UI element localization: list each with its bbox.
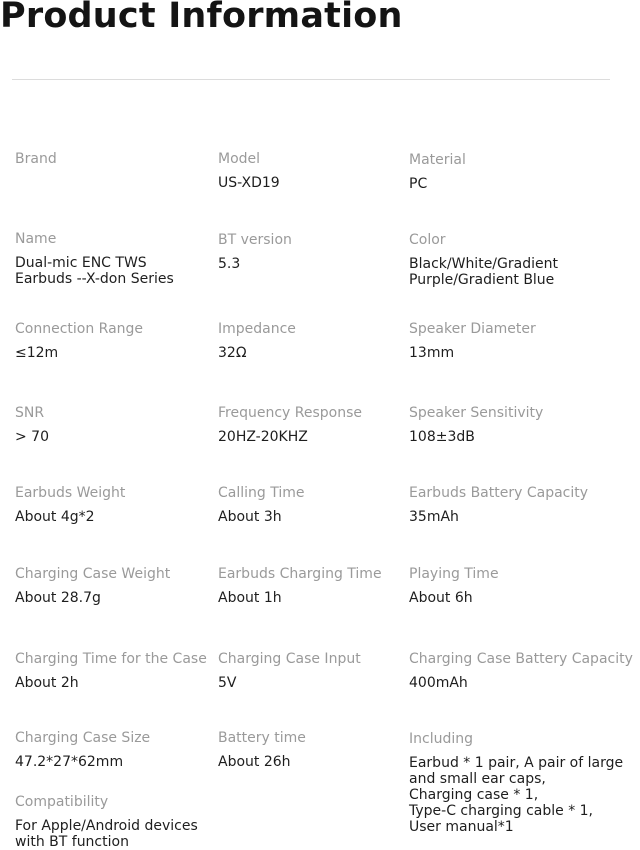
- spec-earbuds-weight: [15, 485, 215, 525]
- spec-value: About 3h: [218, 509, 282, 525]
- spec-label: Speaker Diameter: [409, 321, 536, 337]
- spec-value: Earbud * 1 pair, A pair of large and small ear caps, Charging case * 1, Type-C charging cable * 1, User manual*1: [409, 755, 624, 835]
- spec-value: About 6h: [409, 590, 473, 606]
- spec-value: Black/White/Gradient Purple/Gradient Blue: [409, 256, 558, 288]
- spec-earbuds-charging-time: [218, 566, 406, 606]
- spec-label: Charging Case Battery Capacity: [409, 651, 633, 667]
- spec-speaker-diameter: [409, 321, 637, 361]
- spec-including: [409, 731, 637, 835]
- spec-value: About 4g*2: [15, 509, 95, 525]
- spec-value: 35mAh: [409, 509, 459, 525]
- spec-label: Earbuds Charging Time: [218, 566, 382, 582]
- spec-value: About 2h: [15, 675, 79, 691]
- spec-value: > 70: [15, 429, 49, 445]
- spec-brand: [15, 151, 215, 175]
- spec-label: SNR: [15, 405, 45, 421]
- spec-label: BT version: [218, 232, 292, 248]
- page-title: Product Information: [0, 0, 403, 36]
- spec-label: Connection Range: [15, 321, 144, 337]
- spec-value: About 26h: [218, 754, 291, 770]
- spec-label: Battery time: [218, 730, 306, 746]
- spec-label: Calling Time: [218, 485, 305, 501]
- spec-label: Brand: [15, 151, 57, 167]
- spec-model: [218, 151, 406, 191]
- spec-bt-version: [218, 232, 406, 272]
- spec-value: 108±3dB: [409, 429, 475, 445]
- spec-value: 5V: [218, 675, 237, 691]
- spec-label: Speaker Sensitivity: [409, 405, 544, 421]
- spec-material: [409, 152, 637, 192]
- spec-impedance: [218, 321, 406, 361]
- spec-label: Name: [15, 231, 57, 247]
- spec-compatibility: [15, 794, 215, 850]
- spec-value: 47.2*27*62mm: [15, 754, 124, 770]
- title-divider: [12, 79, 610, 80]
- spec-label: Model: [218, 151, 261, 167]
- spec-value: 400mAh: [409, 675, 468, 691]
- spec-earbuds-battery-capacity: [409, 485, 637, 525]
- spec-label: Earbuds Battery Capacity: [409, 485, 589, 501]
- spec-charging-case-battery-capacity: [409, 651, 637, 691]
- spec-label: Charging Time for the Case: [15, 651, 207, 667]
- spec-label: Charging Case Weight: [15, 566, 171, 582]
- spec-frequency-response: [218, 405, 406, 445]
- spec-value: US-XD19: [218, 175, 280, 191]
- spec-battery-time: [218, 730, 406, 770]
- spec-charging-case-size: [15, 730, 215, 770]
- spec-snr: [15, 405, 215, 445]
- spec-value: 32Ω: [218, 345, 247, 361]
- spec-charging-case-input: [218, 651, 406, 691]
- spec-label: Charging Case Size: [15, 730, 151, 746]
- spec-value: PC: [409, 176, 428, 192]
- spec-charging-case-weight: [15, 566, 215, 606]
- spec-value: About 28.7g: [15, 590, 101, 606]
- spec-label: Material: [409, 152, 466, 168]
- spec-label: Earbuds Weight: [15, 485, 126, 501]
- spec-label: Charging Case Input: [218, 651, 361, 667]
- spec-value: 13mm: [409, 345, 455, 361]
- spec-label: Impedance: [218, 321, 296, 337]
- spec-charging-time-case: [15, 651, 215, 691]
- spec-name: [15, 231, 215, 287]
- spec-calling-time: [218, 485, 406, 525]
- spec-value: About 1h: [218, 590, 282, 606]
- spec-connection-range: [15, 321, 215, 361]
- spec-label: Color: [409, 232, 446, 248]
- spec-value: ≤12m: [15, 345, 59, 361]
- spec-value: For Apple/Android devices with BT function: [15, 818, 198, 850]
- spec-value: Dual-mic ENC TWS Earbuds --X-don Series: [15, 255, 174, 287]
- spec-label: Including: [409, 731, 473, 747]
- spec-label: Frequency Response: [218, 405, 363, 421]
- spec-color: [409, 232, 637, 288]
- spec-playing-time: [409, 566, 637, 606]
- spec-speaker-sensitivity: [409, 405, 637, 445]
- spec-label: Playing Time: [409, 566, 499, 582]
- spec-value: 20HZ-20KHZ: [218, 429, 308, 445]
- spec-value: 5.3: [218, 256, 241, 272]
- spec-label: Compatibility: [15, 794, 109, 810]
